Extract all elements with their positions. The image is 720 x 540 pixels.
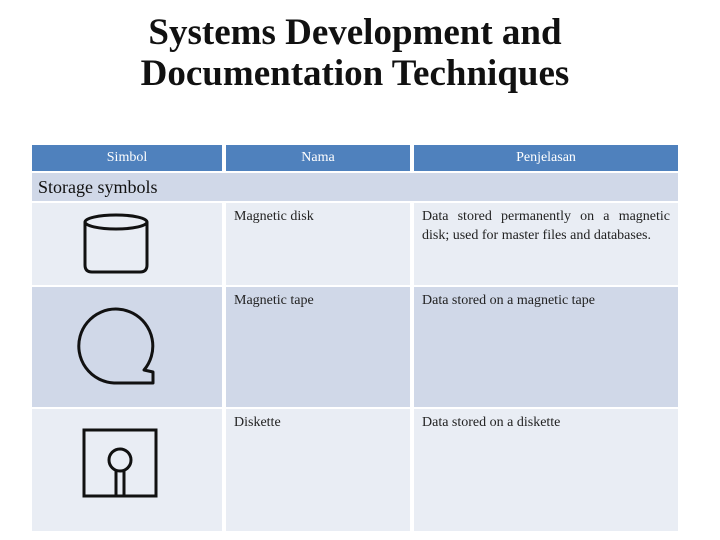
diskette-icon [82, 428, 158, 500]
row-1-description: Data stored permanently on a magnetic disk; used for master files and databases. [414, 203, 678, 285]
header-symbol: Simbol [32, 145, 222, 171]
slide-title [0, 12, 710, 94]
header-name: Nama [226, 145, 410, 171]
row-3-name: Diskette [226, 409, 410, 531]
row-1-name: Magnetic disk [226, 203, 410, 285]
row-2-name: Magnetic tape [226, 287, 410, 407]
row-2-description: Data stored on a magnetic tape [414, 287, 678, 407]
magnetic-disk-icon [80, 212, 152, 276]
row-3-description: Data stored on a diskette [414, 409, 678, 531]
magnetic-tape-icon [68, 302, 158, 388]
title-line-1: Systems Development and [148, 12, 562, 53]
title-line-2: Documentation Techniques [140, 53, 570, 94]
header-description: Penjelasan [414, 145, 678, 171]
section-label: Storage symbols [38, 177, 158, 197]
